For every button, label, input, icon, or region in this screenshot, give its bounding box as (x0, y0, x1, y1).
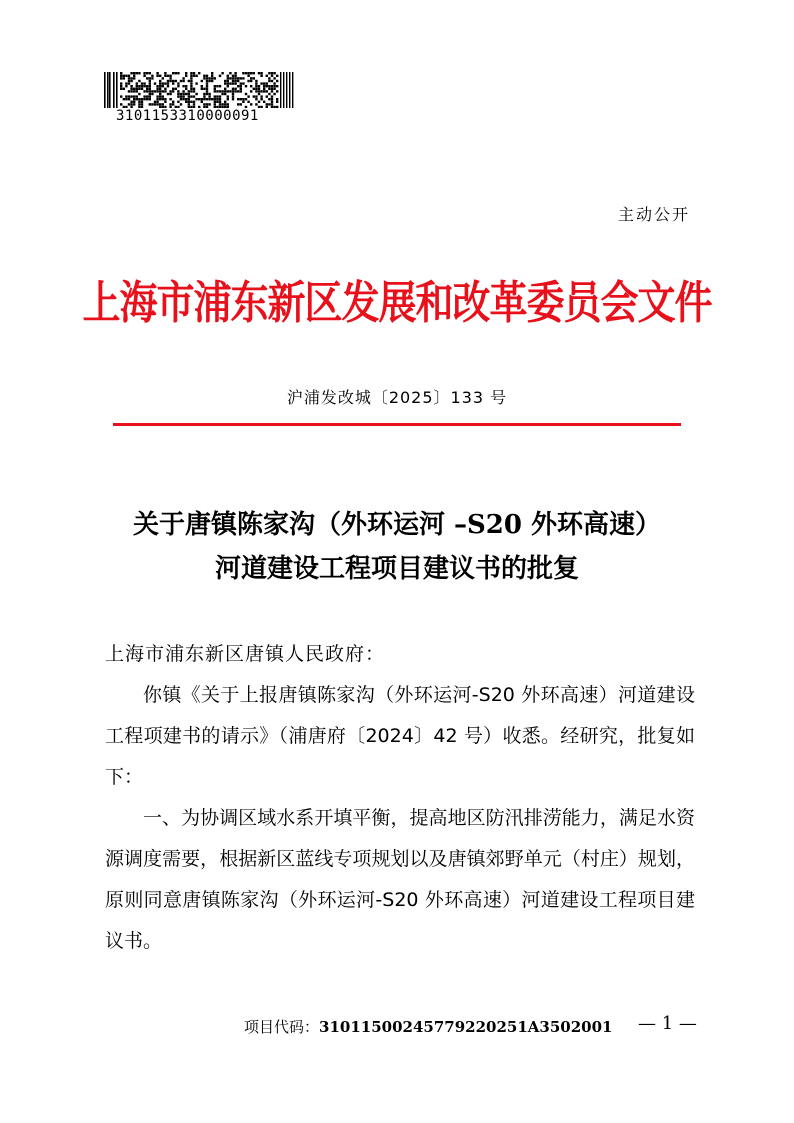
title-line-2: 河道建设工程项目建议书的批复 (214, 554, 579, 584)
page-number: — 1 — (638, 1013, 697, 1034)
project-code (244, 1016, 612, 1037)
issuer-masthead: 上海市浦东新区发展和改革委员会文件 (82, 275, 712, 329)
red-divider (113, 423, 681, 426)
document-barcode (104, 72, 294, 108)
title-line-1: 关于唐镇陈家沟（外环运河 –S20 外环高速） (132, 510, 662, 540)
paragraph-request: 你镇《关于上报唐镇陈家沟（外环运河-S20 外环高速）河道建设工程项建书的请示》（浦唐府〔2024〕42 号）收悉。经研究，批复如下： (105, 684, 695, 788)
document-title (0, 503, 794, 591)
project-code-value: 31011500245779220251A3502001 (319, 1018, 613, 1036)
salutation: 上海市浦东新区唐镇人民政府： (105, 643, 386, 665)
paragraph-approval: 一、为协调区域水系开填平衡，提高地区防汛排涝能力，满足水资源调度需要，根据新区蓝线专项规划以及唐镇郊野单元（村庄）规划，原则同意唐镇陈家沟（外环运河-S20 外环高速）河道建设工程项目建议书。 (105, 807, 695, 952)
document-body (105, 634, 695, 962)
document-number: 沪浦发改城〔2025〕133 号 (286, 388, 508, 407)
disclosure-label: 主动公开 (617, 205, 690, 224)
barcode-number: 3101153310000091 (116, 108, 259, 124)
project-code-label: 项目代码： (244, 1018, 320, 1036)
